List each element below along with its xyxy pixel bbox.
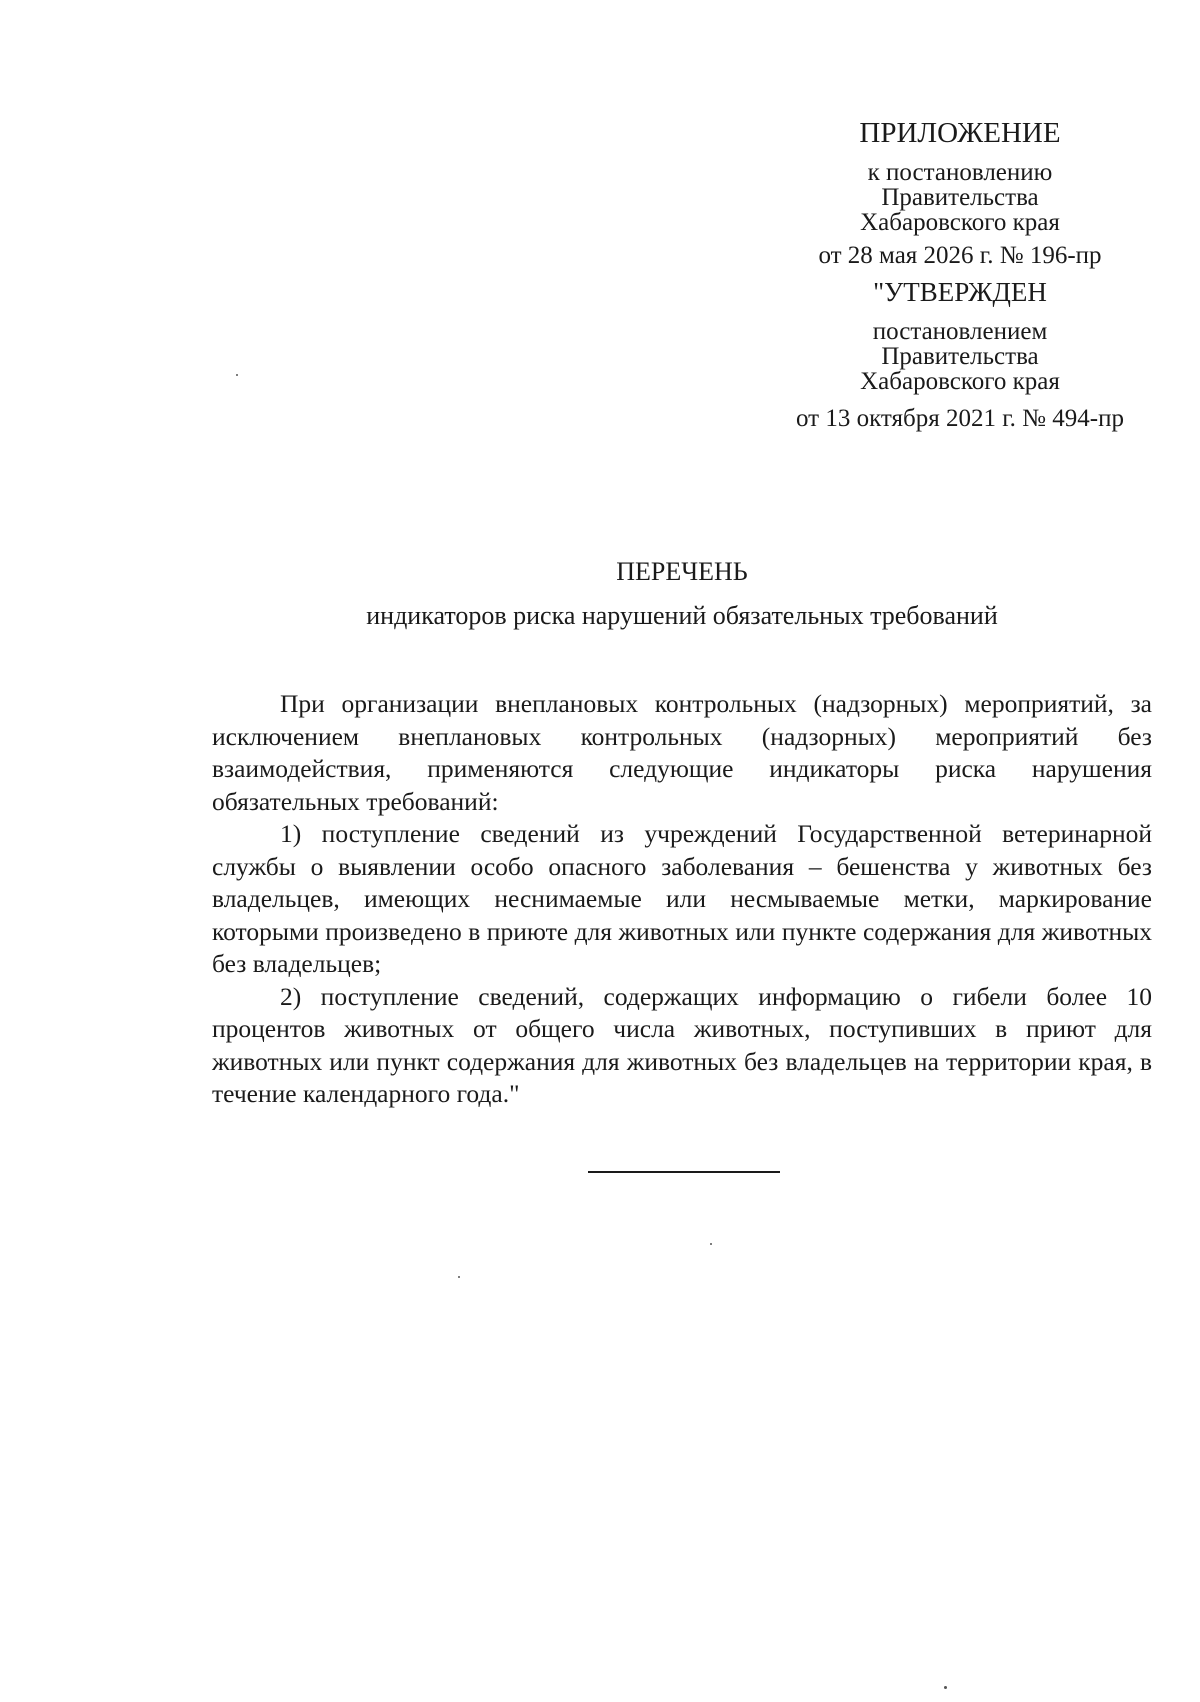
appendix-line-1: к постановлению: [867, 159, 1053, 186]
approved-line-3: Хабаровского края: [860, 368, 1060, 395]
approved-block: [760, 277, 1160, 431]
scan-speck: [710, 1243, 712, 1245]
appendix-line-2: Правительства: [881, 184, 1039, 211]
scan-speck: [458, 1276, 460, 1278]
appendix-date: от 28 мая 2026 г. № 196-пр: [818, 242, 1102, 269]
document-title: [212, 555, 1152, 633]
scan-speck: [236, 374, 238, 376]
appendix-line-3: Хабаровского края: [860, 209, 1060, 236]
paragraph-item-2: 2) поступление сведений, содержащих информацию о гибели более 10 процентов животных от общего числа животных, поступивших в приют для животных или пункт содержания для животных без владельцев на территории края, в течение календарного года.": [212, 981, 1152, 1108]
scan-speck: [944, 1686, 947, 1689]
approved-line-2: Правительства: [881, 343, 1039, 370]
paragraph-item-1: 1) поступление сведений из учреждений Государственной ветеринарной службы о выявлении особо опасного заболевания – бешенства у животных без владельцев, имеющих неснимаемые или несмываемые метки, маркирование которыми произведено в приюте для животных или пункте содержания для животных без владельцев;: [212, 819, 1152, 978]
approved-date: от 13 октября 2021 г. № 494-пр: [796, 405, 1124, 432]
approved-line-1: постановлением: [872, 318, 1048, 345]
approved-heading: "УТВЕРЖДЕН: [873, 277, 1047, 307]
title-main: ПЕРЕЧЕНЬ: [616, 557, 748, 586]
separator-line: [588, 1171, 780, 1173]
document-body: [212, 688, 1152, 1111]
paragraph-intro: При организации внеплановых контрольных (надзорных) мероприятий, за исключением внеплановых контрольных (надзорных) мероприятий без взаимодействия, применяются следующие индикаторы риска нарушения обязательных требований:: [212, 689, 1152, 816]
title-subtitle: индикаторов риска нарушений обязательных требований: [366, 601, 998, 630]
appendix-heading: ПРИЛОЖЕНИЕ: [859, 117, 1061, 149]
appendix-block: [760, 118, 1160, 268]
